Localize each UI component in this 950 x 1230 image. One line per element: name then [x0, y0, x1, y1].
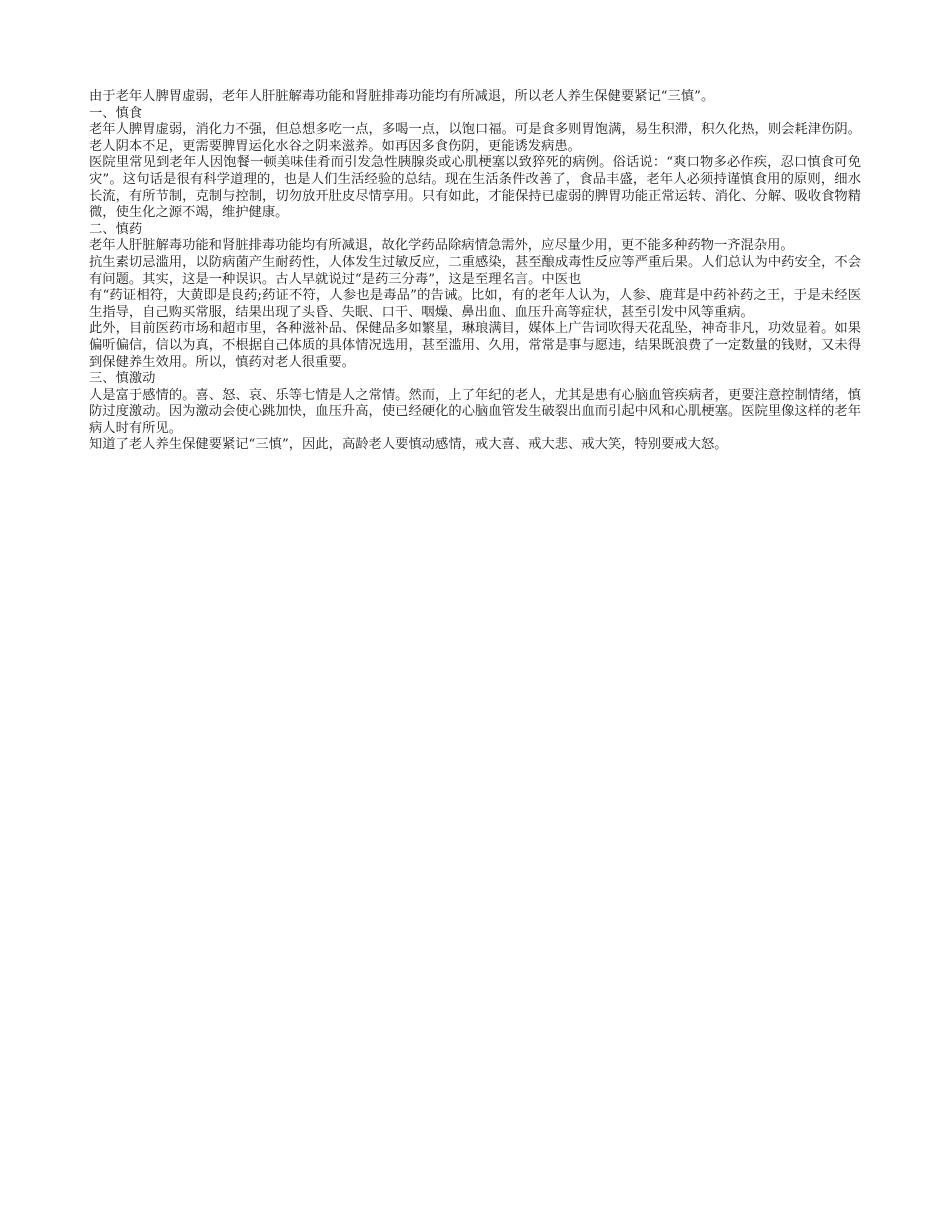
paragraph: 医院里常见到老年人因饱餐一顿美味佳肴而引发急性胰腺炎或心肌梗塞以致猝死的病例。俗话说：“爽口物多必作疾，忍口慎食可免灾”。这句话是很有科学道理的，也是人们生活经验的总结。现在生活条件改善了，食品丰盛，老年人必须持谨慎食用的原则，细水长流，有所节制，克制与控制，切勿放开肚皮尽情享用。只有如此，才能保持已虚弱的脾胃功能正常运转、消化、分解、吸收食物精微，使生化之源不竭，维护健康。: [89, 155, 861, 221]
paragraph: 此外，目前医药市场和超市里，各种滋补品、保健品多如繁星，琳琅满目，媒体上广告词吹得天花乱坠，神奇非凡，功效显着。如果偏听偏信，信以为真，不根据自己体质的具体情况选用，甚至滥用、久用，常常是事与愿违，结果既浪费了一定数量的钱财，又未得到保健养生效用。所以，慎药对老人很重要。: [89, 321, 861, 370]
paragraph: 知道了老人养生保健要紧记“三慎”，因此，高龄老人要慎动感情，戒大喜、戒大悲、戒大笑，特别要戒大怒。: [89, 437, 728, 453]
intro-paragraph: 由于老年人脾胃虚弱，老年人肝脏解毒功能和肾脏排毒功能均有所减退，所以老人养生保健要紧记“三慎”。: [89, 89, 715, 104]
section-diet: [89, 106, 861, 222]
section-emotion: [89, 371, 861, 454]
paragraph: 抗生素切忌滥用，以防病菌产生耐药性，人体发生过敏反应，二重感染，甚至酿成毒性反应等严重后果。人们总认为中药安全，不会有问题。其实，这是一种误识。古人早就说过“是药三分毒”，这是至理名言。中医也 有“药证相符，大黄即是良药;药证不符，人参也是毒品”的告诫。比如，有的老年人认为，人参、鹿茸是中药补药之王，于是未经医生指导，自己购买常服，结果出现了头昏、失眠、口干、咽燥、鼻出血、血压升高等症状，甚至引发中风等重病。: [89, 254, 861, 320]
paragraph: 老年人脾胃虚弱，消化力不强，但总想多吃一点，多喝一点，以饱口福。可是食多则胃饱满，易生积滞，积久化热，则会耗津伤阴。老人阴本不足，更需要脾胃运化水谷之阴来滋养。如再因多食伤阴，更能诱发病患。: [89, 122, 861, 154]
section-heading-emotion: 三、慎激动: [89, 371, 156, 387]
section-heading-diet: 一、慎食: [89, 105, 143, 121]
paragraph: 人是富于感情的。喜、怒、哀、乐等七情是人之常情。然而，上了年纪的老人，尤其是患有心脑血管疾病者，更要注意控制情绪，慎防过度激动。因为激动会使心跳加快，血压升高，使已经硬化的心脑血管发生破裂出血而引起中风和心肌梗塞。医院里像这样的老年病人时有所见。: [89, 387, 861, 436]
paragraph: 老年人肝脏解毒功能和肾脏排毒功能均有所减退，故化学药品除病情急需外，应尽量少用，更不能多种药物一齐混杂用。: [89, 238, 794, 254]
section-heading-medicine: 二、慎药: [89, 221, 143, 237]
section-medicine: [89, 222, 861, 371]
document-body: [89, 89, 861, 454]
